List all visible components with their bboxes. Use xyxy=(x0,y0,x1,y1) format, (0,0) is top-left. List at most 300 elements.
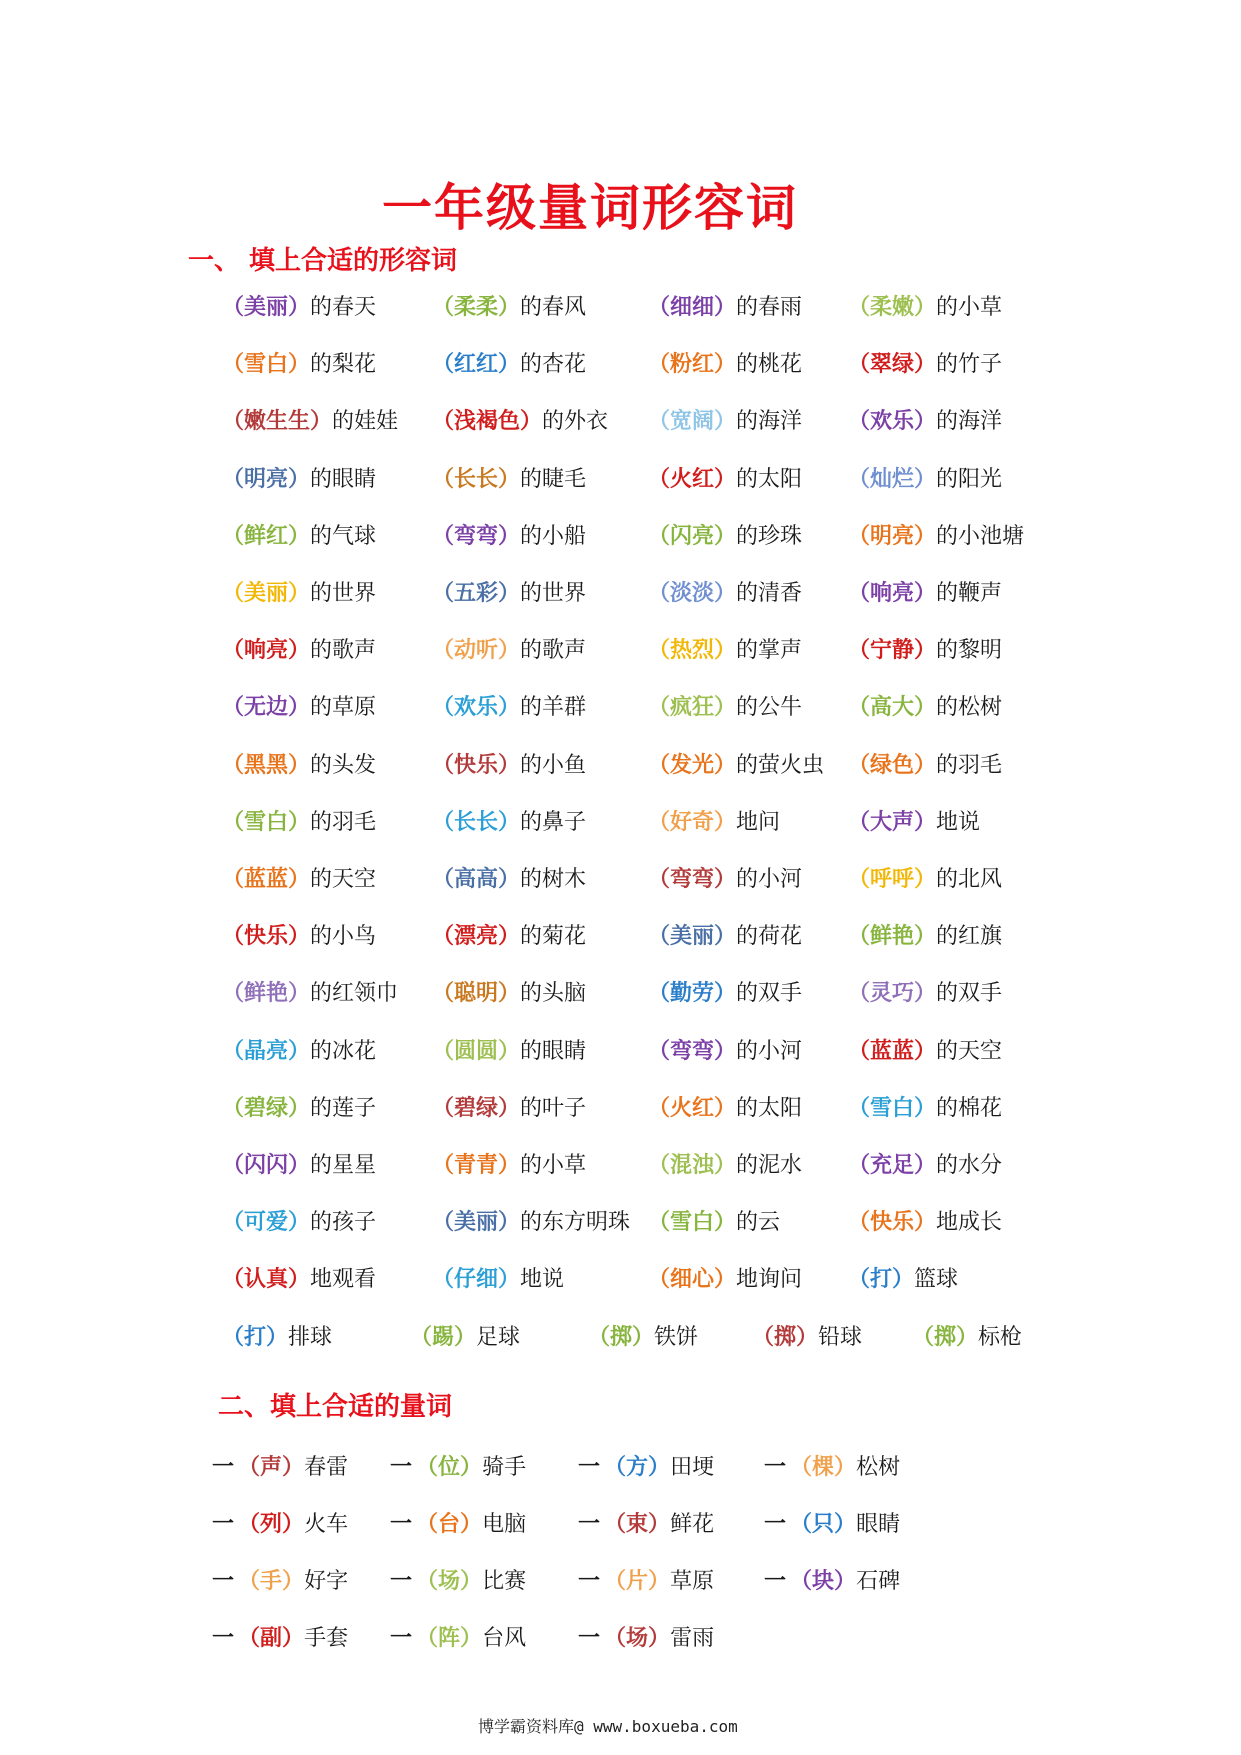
close-paren: ） xyxy=(714,1094,737,1121)
phrase-suffix: 地问 xyxy=(736,809,781,835)
open-paren: （ xyxy=(432,1037,455,1064)
answer-word: 柔柔 xyxy=(454,294,499,320)
open-paren: （ xyxy=(752,1323,775,1350)
open-paren: （ xyxy=(238,1568,261,1594)
phrase-suffix: 的睫毛 xyxy=(520,466,587,492)
open-paren: （ xyxy=(648,1209,671,1236)
open-paren: （ xyxy=(604,1511,627,1537)
close-paren: ） xyxy=(914,1037,937,1064)
fill-item xyxy=(648,690,802,721)
fill-item xyxy=(648,462,802,493)
phrase-suffix: 的荷花 xyxy=(736,924,803,950)
open-paren: （ xyxy=(432,637,455,664)
fill-item xyxy=(222,1262,376,1293)
phrase-suffix: 田埂 xyxy=(670,1455,715,1480)
fill-item xyxy=(432,1091,586,1122)
phrase-suffix: 的头脑 xyxy=(520,981,587,1007)
open-paren: （ xyxy=(432,694,455,721)
open-paren: （ xyxy=(222,1209,245,1236)
fill-item xyxy=(848,690,1002,721)
phrase-suffix: 的羽毛 xyxy=(936,752,1003,778)
answer-word: 只 xyxy=(812,1511,835,1537)
fill-item xyxy=(764,1507,900,1538)
fill-item xyxy=(848,290,1002,321)
fill-item xyxy=(648,347,802,378)
phrase-suffix: 铁饼 xyxy=(654,1324,699,1350)
close-paren: ） xyxy=(498,1094,521,1121)
close-paren: ） xyxy=(288,580,311,606)
page-title: 一年级量词形容词 xyxy=(382,179,798,237)
phrase-suffix: 的气球 xyxy=(310,523,377,549)
fill-item xyxy=(222,805,376,836)
open-paren: （ xyxy=(432,1152,455,1178)
close-paren: ） xyxy=(454,1323,477,1350)
open-paren: （ xyxy=(604,1625,627,1651)
close-paren: ） xyxy=(498,866,521,892)
open-paren: （ xyxy=(648,1037,671,1064)
answer-word: 束 xyxy=(626,1511,649,1537)
answer-word: 无边 xyxy=(244,694,289,721)
answer-word: 弯弯 xyxy=(454,522,499,549)
close-paren: ） xyxy=(892,1266,915,1293)
close-paren: ） xyxy=(714,923,737,950)
close-paren: ） xyxy=(460,1511,483,1537)
close-paren: ） xyxy=(714,694,737,721)
close-paren: ） xyxy=(914,522,937,549)
fill-item xyxy=(432,690,586,721)
answer-word: 火红 xyxy=(670,465,715,492)
close-paren: ） xyxy=(648,1625,671,1651)
phrase-suffix: 的棉花 xyxy=(936,1095,1003,1121)
answer-word: 明亮 xyxy=(870,522,915,549)
fill-item xyxy=(222,1205,376,1236)
answer-word: 勤劳 xyxy=(670,980,715,1007)
close-paren: ） xyxy=(714,1209,737,1236)
fill-item xyxy=(648,1091,802,1122)
answer-word: 高高 xyxy=(454,866,499,892)
open-paren: （ xyxy=(222,637,245,664)
answer-word: 疯狂 xyxy=(670,694,715,721)
fill-item xyxy=(432,805,586,836)
phrase-suffix: 的歌声 xyxy=(520,638,587,664)
close-paren: ） xyxy=(288,866,311,892)
fill-item xyxy=(222,1148,376,1179)
phrase-suffix: 的眼睛 xyxy=(310,466,377,492)
open-paren: （ xyxy=(648,580,671,606)
phrase-suffix: 的掌声 xyxy=(736,638,803,664)
fill-item xyxy=(390,1621,526,1652)
open-paren: （ xyxy=(432,866,455,892)
open-paren: （ xyxy=(222,1037,245,1064)
open-paren: （ xyxy=(848,522,871,549)
phrase-suffix: 的松树 xyxy=(936,695,1003,721)
phrase-suffix: 地询问 xyxy=(736,1267,803,1293)
phrase-suffix: 足球 xyxy=(476,1324,521,1350)
close-paren: ） xyxy=(714,808,737,835)
answer-word: 火红 xyxy=(670,1094,715,1121)
phrase-suffix: 的头发 xyxy=(310,752,377,778)
open-paren: （ xyxy=(848,637,871,664)
phrase-suffix: 的小草 xyxy=(936,295,1003,320)
answer-word: 片 xyxy=(626,1568,649,1594)
open-paren: （ xyxy=(848,1094,871,1121)
close-paren: ） xyxy=(796,1323,819,1350)
phrase-suffix: 的冰花 xyxy=(310,1038,377,1064)
open-paren: （ xyxy=(790,1511,813,1537)
answer-word: 打 xyxy=(870,1266,893,1293)
phrase-suffix: 的海洋 xyxy=(936,409,1003,435)
phrase-suffix: 的鼻子 xyxy=(520,809,587,835)
answer-word: 混浊 xyxy=(670,1152,715,1178)
phrase-suffix: 的珍珠 xyxy=(736,523,803,549)
open-paren: （ xyxy=(648,1152,671,1178)
answer-word: 宁静 xyxy=(870,637,915,664)
open-paren: （ xyxy=(648,694,671,721)
close-paren: ） xyxy=(714,1152,737,1178)
fill-item xyxy=(648,805,780,836)
fill-item xyxy=(848,919,1002,950)
close-paren: ） xyxy=(914,980,937,1007)
answer-word: 雪白 xyxy=(244,351,289,378)
open-paren: （ xyxy=(222,923,245,950)
close-paren: ） xyxy=(714,294,737,320)
answer-word: 场 xyxy=(626,1625,649,1651)
open-paren: （ xyxy=(790,1568,813,1594)
fill-item xyxy=(848,748,1002,779)
phrase-suffix: 好字 xyxy=(304,1569,349,1594)
answer-word: 绿色 xyxy=(870,751,915,778)
phrase-suffix: 的世界 xyxy=(310,581,377,606)
open-paren: （ xyxy=(912,1323,935,1350)
open-paren: （ xyxy=(432,465,455,492)
open-paren: （ xyxy=(432,580,455,606)
phrase-suffix: 的小河 xyxy=(736,867,803,892)
open-paren: （ xyxy=(222,1094,245,1121)
prefix-one: 一 xyxy=(578,1454,601,1480)
fill-item xyxy=(648,748,824,779)
answer-word: 雪白 xyxy=(244,808,289,835)
close-paren: ） xyxy=(498,980,521,1007)
answer-word: 响亮 xyxy=(244,637,289,664)
phrase-suffix: 的清香 xyxy=(736,581,803,606)
close-paren: ） xyxy=(498,751,521,778)
fill-item xyxy=(648,1205,780,1236)
open-paren: （ xyxy=(848,580,871,606)
fill-item xyxy=(432,919,586,950)
fill-item xyxy=(848,519,1024,550)
answer-word: 聪明 xyxy=(454,980,499,1007)
open-paren: （ xyxy=(432,808,455,835)
open-paren: （ xyxy=(222,866,245,892)
phrase-suffix: 眼睛 xyxy=(856,1512,901,1537)
close-paren: ） xyxy=(288,294,311,320)
answer-word: 碧绿 xyxy=(244,1094,289,1121)
close-paren: ） xyxy=(520,408,543,435)
fill-item xyxy=(432,1205,630,1236)
close-paren: ） xyxy=(498,808,521,835)
close-paren: ） xyxy=(914,694,937,721)
answer-word: 声 xyxy=(260,1454,283,1480)
answer-word: 红红 xyxy=(454,351,499,378)
phrase-suffix: 的娃娃 xyxy=(332,409,399,435)
answer-word: 灵巧 xyxy=(870,980,915,1007)
fill-item xyxy=(432,576,586,607)
close-paren: ） xyxy=(914,465,937,492)
close-paren: ） xyxy=(288,751,311,778)
open-paren: （ xyxy=(416,1511,439,1537)
close-paren: ） xyxy=(288,808,311,835)
open-paren: （ xyxy=(604,1454,627,1480)
close-paren: ） xyxy=(498,923,521,950)
fill-item xyxy=(848,862,1002,893)
answer-word: 淡淡 xyxy=(670,580,715,606)
answer-word: 粉红 xyxy=(670,351,715,378)
open-paren: （ xyxy=(648,980,671,1007)
close-paren: ） xyxy=(498,1037,521,1064)
open-paren: （ xyxy=(848,1152,871,1178)
fill-item xyxy=(848,404,1002,435)
fill-item xyxy=(648,404,802,435)
phrase-suffix: 的天空 xyxy=(310,867,377,892)
close-paren: ） xyxy=(498,1152,521,1178)
close-paren: ） xyxy=(632,1323,655,1350)
open-paren: （ xyxy=(222,1323,245,1350)
open-paren: （ xyxy=(648,408,671,435)
answer-word: 细心 xyxy=(670,1266,715,1293)
prefix-one: 一 xyxy=(212,1568,235,1594)
close-paren: ） xyxy=(498,465,521,492)
answer-word: 蓝蓝 xyxy=(244,866,289,892)
open-paren: （ xyxy=(848,808,871,835)
open-paren: （ xyxy=(648,1266,671,1293)
fill-item xyxy=(848,1091,1002,1122)
phrase-suffix: 的黎明 xyxy=(936,638,1003,664)
answer-word: 弯弯 xyxy=(670,866,715,892)
open-paren: （ xyxy=(848,408,871,435)
answer-word: 长长 xyxy=(454,808,499,835)
close-paren: ） xyxy=(282,1454,305,1480)
fill-item xyxy=(764,1564,900,1595)
answer-word: 高大 xyxy=(870,694,915,721)
open-paren: （ xyxy=(790,1454,813,1480)
open-paren: （ xyxy=(432,923,455,950)
phrase-suffix: 的红旗 xyxy=(936,924,1003,950)
phrase-suffix: 的春风 xyxy=(520,295,587,320)
open-paren: （ xyxy=(648,923,671,950)
footer-watermark: 博学霸资料库@ www.boxueba.com xyxy=(478,1717,738,1736)
phrase-suffix: 地说 xyxy=(520,1267,565,1293)
fill-item xyxy=(432,748,586,779)
phrase-suffix: 的太阳 xyxy=(736,1095,803,1121)
close-paren: ） xyxy=(714,751,737,778)
open-paren: （ xyxy=(432,351,455,378)
close-paren: ） xyxy=(498,522,521,549)
prefix-one: 一 xyxy=(390,1568,413,1594)
open-paren: （ xyxy=(848,294,871,320)
open-paren: （ xyxy=(432,1266,455,1293)
open-paren: （ xyxy=(848,751,871,778)
fill-item xyxy=(432,633,586,664)
open-paren: （ xyxy=(222,351,245,378)
open-paren: （ xyxy=(238,1625,261,1651)
fill-item xyxy=(222,919,376,950)
prefix-one: 一 xyxy=(390,1625,413,1651)
open-paren: （ xyxy=(848,1037,871,1064)
fill-item xyxy=(212,1564,348,1595)
phrase-suffix: 的梨花 xyxy=(310,352,377,378)
prefix-one: 一 xyxy=(578,1568,601,1594)
prefix-one: 一 xyxy=(212,1454,235,1480)
fill-item xyxy=(222,862,376,893)
close-paren: ） xyxy=(288,1094,311,1121)
close-paren: ） xyxy=(714,1037,737,1064)
fill-item xyxy=(848,347,1002,378)
answer-word: 美丽 xyxy=(454,1209,499,1236)
close-paren: ） xyxy=(714,522,737,549)
prefix-one: 一 xyxy=(578,1625,601,1651)
open-paren: （ xyxy=(410,1323,433,1350)
fill-item xyxy=(848,1262,958,1293)
answer-word: 大声 xyxy=(870,808,915,835)
answer-word: 阵 xyxy=(438,1625,461,1651)
fill-item xyxy=(432,1262,564,1293)
close-paren: ） xyxy=(288,923,311,950)
fill-item xyxy=(578,1507,714,1538)
answer-word: 打 xyxy=(244,1323,267,1350)
open-paren: （ xyxy=(648,866,671,892)
close-paren: ） xyxy=(714,580,737,606)
phrase-suffix: 的菊花 xyxy=(520,924,587,950)
answer-word: 雪白 xyxy=(670,1209,715,1236)
answer-word: 鲜红 xyxy=(244,522,289,549)
phrase-suffix: 的双手 xyxy=(936,981,1003,1007)
open-paren: （ xyxy=(222,294,245,320)
answer-word: 美丽 xyxy=(670,923,715,950)
phrase-suffix: 地成长 xyxy=(936,1210,1003,1236)
phrase-suffix: 石碑 xyxy=(856,1569,901,1594)
prefix-one: 一 xyxy=(764,1568,787,1594)
phrase-suffix: 电脑 xyxy=(482,1512,527,1537)
close-paren: ） xyxy=(648,1511,671,1537)
answer-word: 美丽 xyxy=(244,294,289,320)
fill-item xyxy=(648,633,802,664)
close-paren: ） xyxy=(288,637,311,664)
fill-item xyxy=(432,1148,586,1179)
phrase-suffix: 的歌声 xyxy=(310,638,377,664)
fill-item xyxy=(432,862,586,893)
close-paren: ） xyxy=(288,1037,311,1064)
phrase-suffix: 台风 xyxy=(482,1626,527,1651)
phrase-suffix: 的春雨 xyxy=(736,295,803,320)
answer-word: 青青 xyxy=(454,1152,499,1178)
phrase-suffix: 的云 xyxy=(736,1210,781,1236)
open-paren: （ xyxy=(432,1209,455,1236)
close-paren: ） xyxy=(956,1323,979,1350)
open-paren: （ xyxy=(648,294,671,320)
fill-item xyxy=(212,1621,348,1652)
close-paren: ） xyxy=(498,1266,521,1293)
close-paren: ） xyxy=(282,1625,305,1651)
fill-item xyxy=(848,976,1002,1007)
fill-item xyxy=(432,976,586,1007)
answer-word: 翠绿 xyxy=(870,351,915,378)
answer-word: 圆圆 xyxy=(454,1037,499,1064)
open-paren: （ xyxy=(416,1568,439,1594)
open-paren: （ xyxy=(222,1266,245,1293)
close-paren: ） xyxy=(266,1323,289,1350)
close-paren: ） xyxy=(498,1209,521,1236)
phrase-suffix: 的小河 xyxy=(736,1038,803,1064)
close-paren: ） xyxy=(714,980,737,1007)
close-paren: ） xyxy=(914,808,937,835)
fill-item xyxy=(432,347,586,378)
answer-word: 嫩生生 xyxy=(244,408,311,435)
answer-word: 黑黑 xyxy=(244,751,289,778)
answer-word: 充足 xyxy=(870,1152,915,1178)
close-paren: ） xyxy=(834,1511,857,1537)
fill-item xyxy=(578,1621,714,1652)
answer-word: 掷 xyxy=(934,1323,957,1350)
close-paren: ） xyxy=(288,522,311,549)
answer-word: 欢乐 xyxy=(454,694,499,721)
phrase-suffix: 篮球 xyxy=(914,1267,959,1293)
open-paren: （ xyxy=(432,1094,455,1121)
phrase-suffix: 的外衣 xyxy=(542,409,609,435)
fill-item xyxy=(848,576,1002,607)
prefix-one: 一 xyxy=(212,1625,235,1651)
answer-word: 快乐 xyxy=(244,923,289,950)
answer-word: 热烈 xyxy=(670,637,715,664)
phrase-suffix: 的孩子 xyxy=(310,1210,377,1236)
phrase-suffix: 的双手 xyxy=(736,981,803,1007)
close-paren: ） xyxy=(834,1454,857,1480)
phrase-suffix: 手套 xyxy=(304,1626,349,1651)
phrase-suffix: 春雷 xyxy=(304,1455,349,1480)
fill-item xyxy=(912,1320,1022,1351)
phrase-suffix: 的小池塘 xyxy=(936,523,1025,549)
fill-item xyxy=(648,862,802,893)
open-paren: （ xyxy=(222,694,245,721)
phrase-suffix: 的羽毛 xyxy=(310,809,377,835)
answer-word: 快乐 xyxy=(870,1209,915,1236)
answer-word: 手 xyxy=(260,1568,283,1594)
open-paren: （ xyxy=(848,980,871,1007)
close-paren: ） xyxy=(714,465,737,492)
fill-item xyxy=(648,290,802,321)
close-paren: ） xyxy=(498,580,521,606)
phrase-suffix: 的小鸟 xyxy=(310,924,377,950)
fill-item xyxy=(222,1091,376,1122)
fill-item xyxy=(432,404,608,435)
answer-word: 闪亮 xyxy=(670,522,715,549)
answer-word: 五彩 xyxy=(454,580,499,606)
fill-item xyxy=(848,462,1002,493)
fill-item xyxy=(648,1148,802,1179)
phrase-suffix: 的竹子 xyxy=(936,352,1003,378)
phrase-suffix: 雷雨 xyxy=(670,1626,715,1651)
answer-word: 呼呼 xyxy=(870,866,915,892)
fill-item xyxy=(212,1507,348,1538)
answer-word: 长长 xyxy=(454,465,499,492)
open-paren: （ xyxy=(848,465,871,492)
close-paren: ） xyxy=(914,351,937,378)
close-paren: ） xyxy=(288,1209,311,1236)
open-paren: （ xyxy=(238,1454,261,1480)
close-paren: ） xyxy=(914,1094,937,1121)
answer-word: 雪白 xyxy=(870,1094,915,1121)
answer-word: 响亮 xyxy=(870,580,915,606)
fill-item xyxy=(390,1450,526,1481)
